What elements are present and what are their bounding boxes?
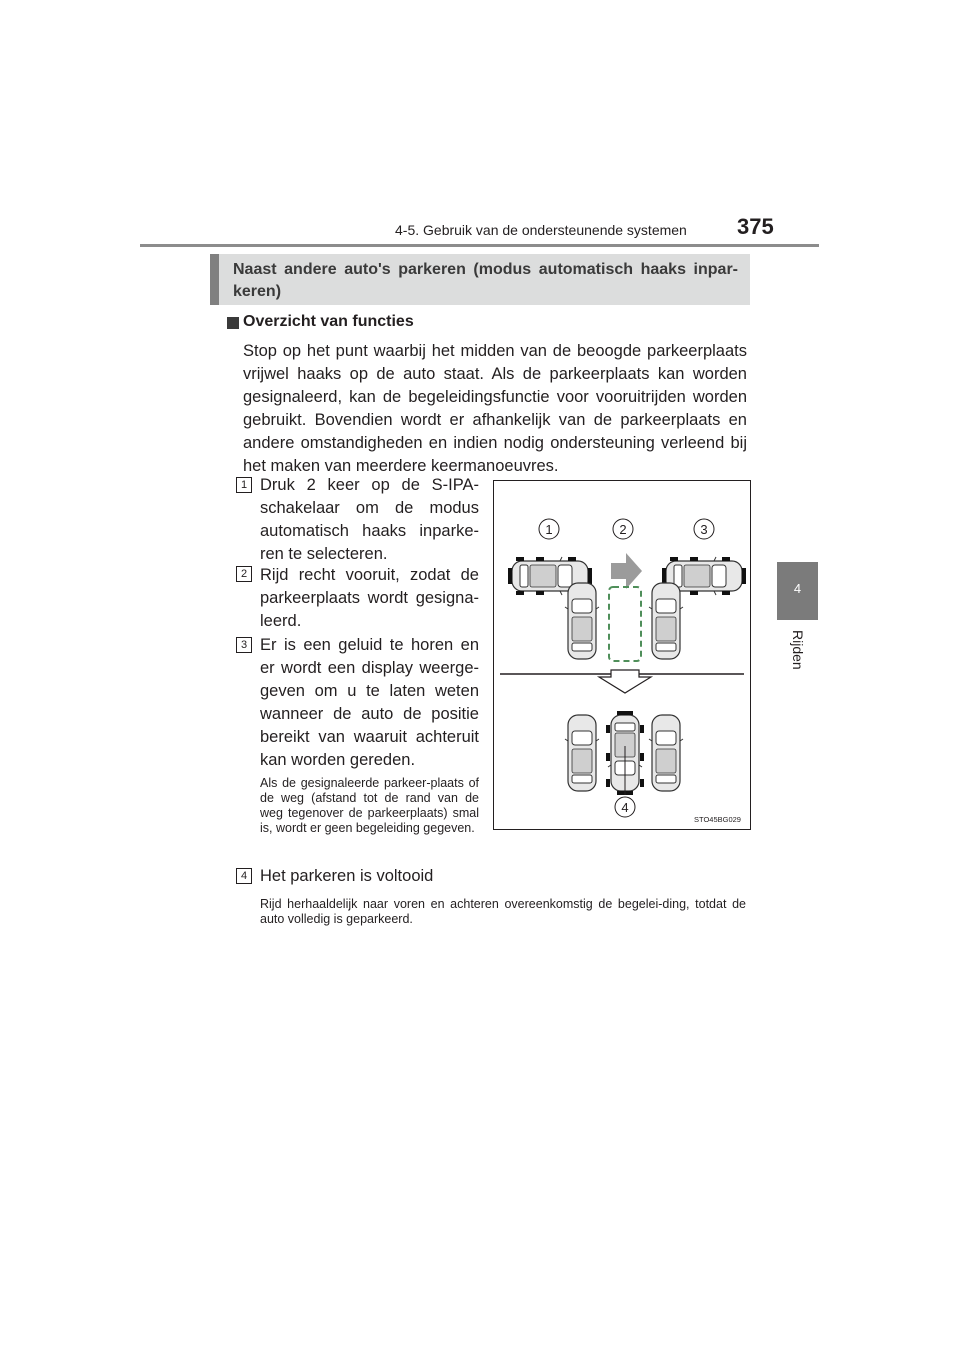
parked-car-bottom-left-icon — [565, 715, 599, 791]
callout-3-label: 3 — [700, 522, 708, 537]
callout-4-label: 4 — [621, 800, 629, 815]
page-number: 375 — [737, 214, 774, 239]
header-section-title: 4-5. Gebruik van de ondersteunende systemen — [395, 222, 687, 238]
callout-2-label: 2 — [619, 522, 627, 537]
parked-car-right-icon — [649, 583, 683, 659]
callout-3 — [694, 519, 714, 539]
callout-1-label: 1 — [545, 522, 553, 537]
step-2-text: Rijd recht vooruit, zodat de parkeerplaats wordt gesigna-leerd. — [260, 566, 479, 630]
step-2-badge: 2 — [236, 566, 252, 582]
section-title-box — [210, 254, 750, 305]
chapter-label-wrapper — [780, 630, 816, 676]
subheading: Overzicht van functies — [243, 313, 414, 330]
callout-2 — [613, 519, 633, 539]
square-bullet-icon — [227, 317, 239, 329]
title-accent-bar — [210, 254, 219, 305]
parked-car-left-icon — [565, 583, 599, 659]
step-3-text: Er is een geluid te horen en er wordt een display weerge-geven om u te laten weten wanneer de auto de positie bereikt van waaruit achteruit kan worden gereden. — [260, 636, 479, 769]
step-4-badge: 4 — [236, 868, 252, 884]
intro-paragraph: Stop op het punt waarbij het midden van de beoogde parkeerplaats vrijwel haaks op de auto staat. Als de parkeerplaats kan worden gesignaleerd, kan de begeleidingsfunctie voor vooruitrijden worden gebruikt. Bovendien wordt er afhankelijk van de parkeerplaats en andere omstandigheden en indien nodig ondersteuning verleend bij het maken van meerdere keermanoeuvres. — [243, 342, 747, 475]
parking-illustration — [493, 480, 751, 830]
chapter-tab — [777, 562, 818, 620]
step-1-text: Druk 2 keer op de S-IPA-schakelaar om de modus automatisch haaks inparke-ren te selecteren. — [260, 476, 479, 563]
step-4-note: Rijd herhaaldelijk naar voren en achteren overeenkomstig de begelei-ding, totdat de auto volledig is geparkeerd. — [260, 897, 746, 926]
step-1-badge: 1 — [236, 477, 252, 493]
callout-1 — [539, 519, 559, 539]
step-3-badge: 3 — [236, 637, 252, 653]
parking-diagram — [494, 481, 750, 829]
target-parking-space — [609, 587, 641, 661]
step-4-text: Het parkeren is voltooid — [260, 867, 434, 885]
step-3-note: Als de gesignaleerde parkeer-plaats of de weg (afstand tot de rand van de weg tegenover de parkeerplaats) smal is, wordt er geen begeleiding gegeven. — [260, 776, 479, 835]
chapter-number: 4 — [793, 581, 802, 596]
section-title: Naast andere auto's parkeren (modus automatisch haaks inpar-keren) — [233, 261, 738, 300]
figure-code: STO45BG029 — [694, 815, 741, 824]
parked-car-bottom-right-icon — [649, 715, 683, 791]
header-divider — [140, 244, 819, 247]
callout-4 — [615, 797, 635, 817]
arrow-right-icon — [611, 553, 642, 589]
chapter-label: Rijden — [790, 630, 806, 670]
